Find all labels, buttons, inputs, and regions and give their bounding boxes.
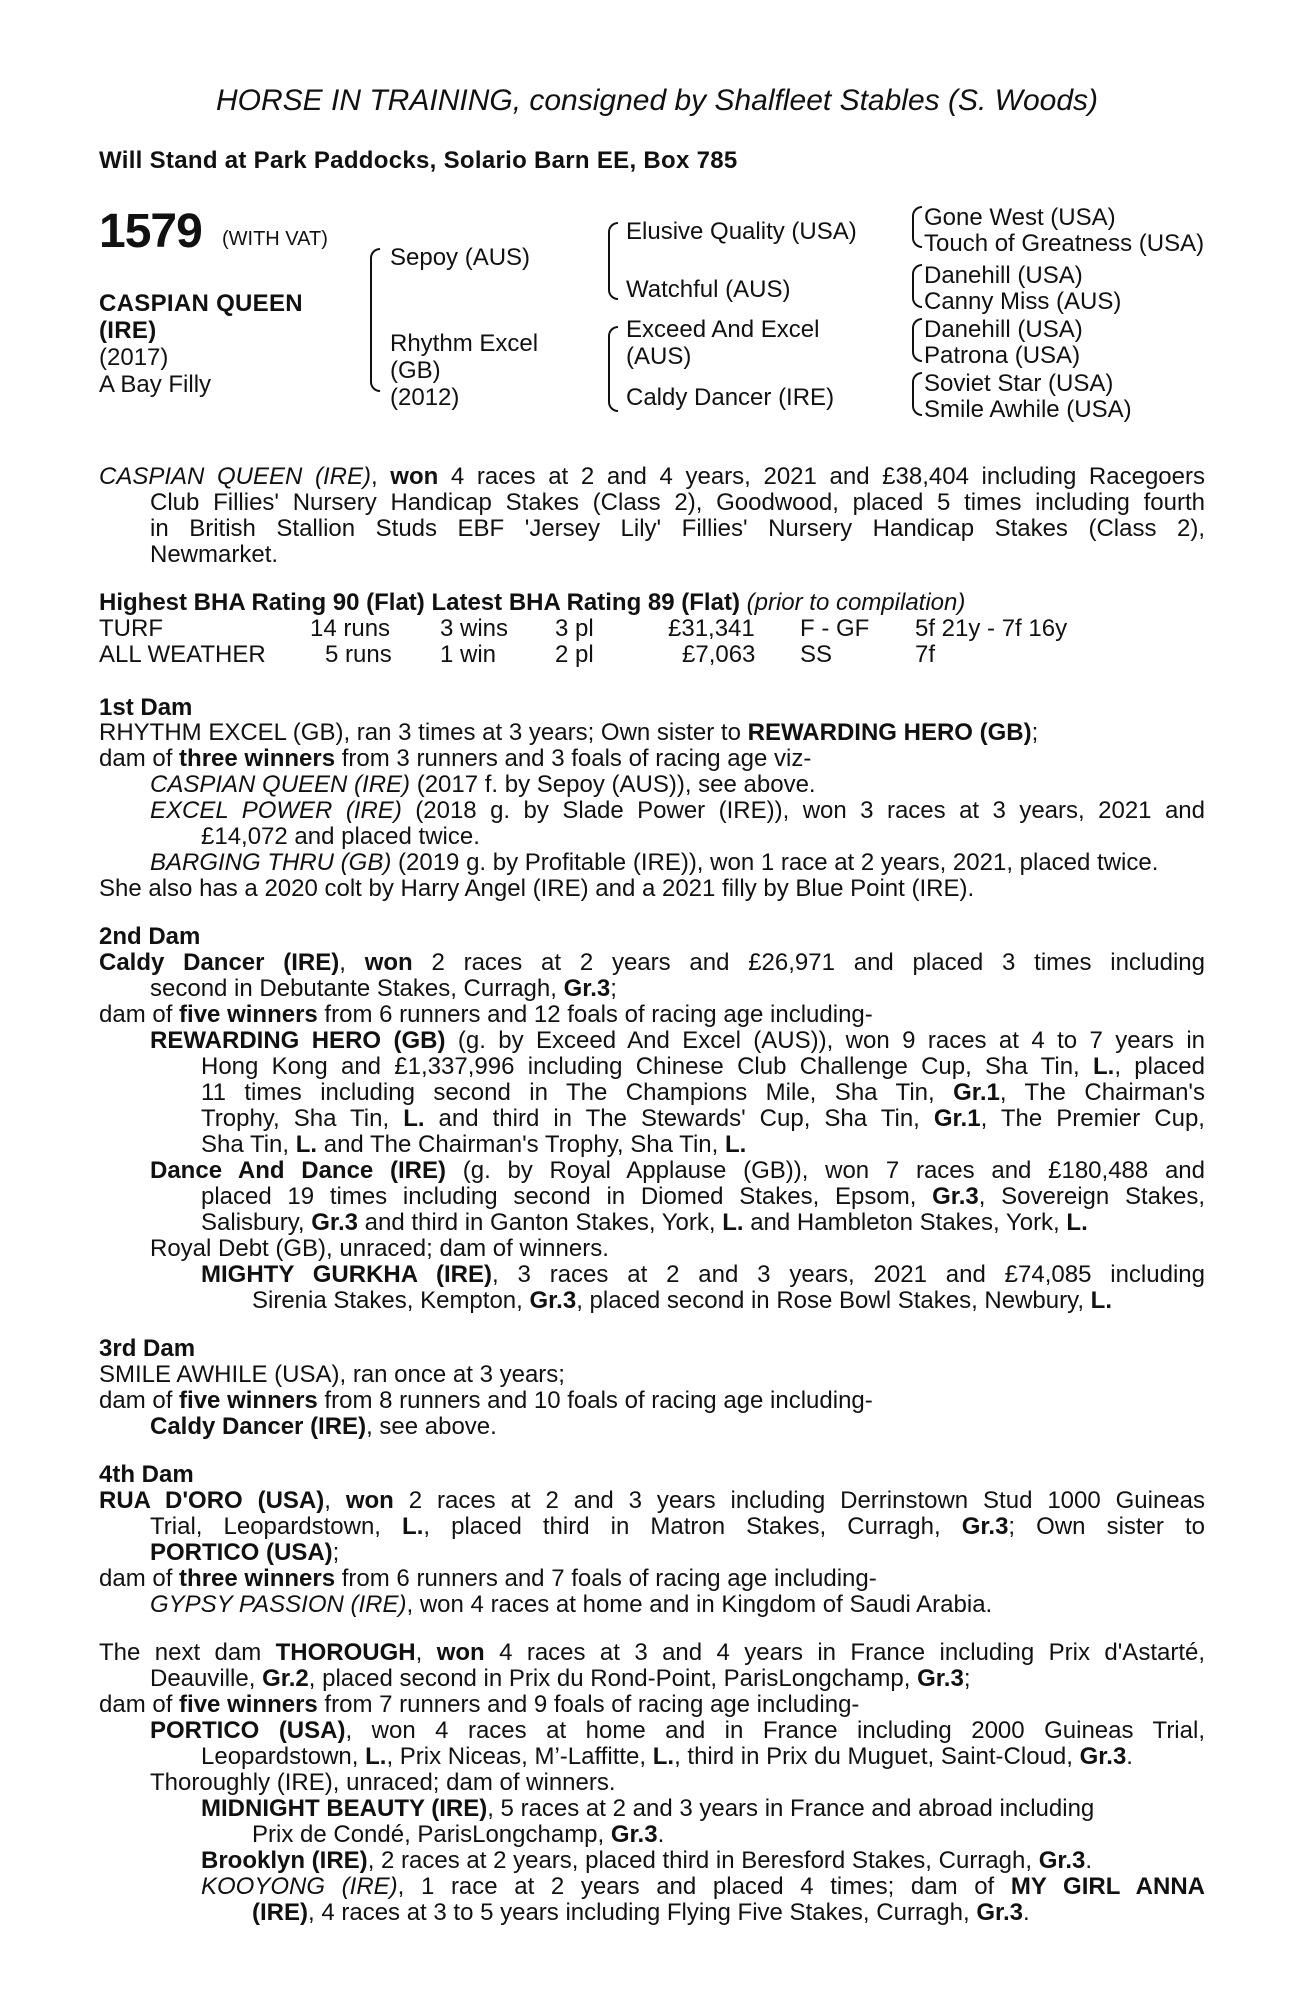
pedigree-brace-ds	[912, 318, 922, 362]
thoroughly-line: Thoroughly (IRE), unraced; dam of winners.	[150, 1769, 616, 1796]
next-dam-line-3: dam of five winners from 7 runners and 9 foals of racing age including-	[99, 1691, 860, 1718]
intro-line-1: CASPIAN QUEEN (IRE), won 4 races at 2 and 4 years, 2021 and £38,404 including Racegoers	[99, 463, 1205, 490]
pedigree-brace-sire	[608, 222, 618, 300]
rewarding-hero-line-5: Sha Tin, L. and The Chairman's Trophy, Sha Tin, L.	[201, 1131, 747, 1158]
dance-and-dance-line-2: placed 19 times including second in Diomed Stakes, Epsom, Gr.3, Sovereign Stakes,	[201, 1183, 1205, 1210]
pedigree-brace-gen1	[370, 248, 380, 392]
rating-row-aw-surface: ALL WEATHER	[99, 641, 266, 668]
pedigree-dam-line1: Rhythm Excel	[390, 330, 539, 357]
intro-line-4: Newmarket.	[150, 541, 279, 568]
rating-row-aw-runs: 5 runs	[325, 641, 392, 668]
rewarding-hero-line-1: REWARDING HERO (GB) (g. by Exceed And Excel (AUS)), won 9 races at 4 to 7 years in	[150, 1027, 1205, 1054]
pedigree-dsd: Patrona (USA)	[924, 342, 1081, 369]
third-dam-heading: 3rd Dam	[99, 1335, 196, 1362]
first-dam-progeny-2: EXCEL POWER (IRE) (2018 g. by Slade Power (IRE)), won 3 races at 3 years, 2021 and	[150, 797, 1206, 824]
horse-name: CASPIAN QUEEN	[99, 290, 303, 317]
pedigree-ddd: Smile Awhile (USA)	[924, 396, 1132, 423]
mighty-gurkha-line-1: MIGHTY GURKHA (IRE), 3 races at 2 and 3 years, 2021 and £74,085 including	[201, 1261, 1205, 1288]
rating-row-aw-going: SS	[800, 641, 833, 668]
dance-and-dance-line-3: Salisbury, Gr.3 and third in Ganton Stakes, York, L. and Hambleton Stakes, York, L.	[201, 1209, 1088, 1236]
second-dam-line-2: second in Debutante Stakes, Curragh, Gr.3;	[150, 975, 617, 1002]
pedigree-brace-dam	[608, 326, 618, 412]
second-dam-heading: 2nd Dam	[99, 923, 201, 950]
royal-debt-line: Royal Debt (GB), unraced; dam of winners.	[150, 1235, 609, 1262]
pedigree-sire-sire: Elusive Quality (USA)	[626, 218, 857, 245]
pedigree-dam-dam: Caldy Dancer (IRE)	[626, 384, 835, 411]
horse-description: A Bay Filly	[99, 371, 212, 398]
intro-line-3: in British Stallion Studs EBF 'Jersey Lily' Fillies' Nursery Handicap Stakes (Class 2),	[150, 515, 1205, 542]
pedigree-dss: Danehill (USA)	[924, 316, 1083, 343]
rating-row-turf-runs: 14 runs	[310, 615, 391, 642]
kooyong-line-2: (IRE), 4 races at 3 to 5 years including Flying Five Stakes, Curragh, Gr.3.	[252, 1899, 1030, 1926]
rewarding-hero-line-3: 11 times including second in The Champions Mile, Sha Tin, Gr.1, The Chairman's	[201, 1079, 1205, 1106]
first-dam-note: She also has a 2020 colt by Harry Angel (IRE) and a 2021 filly by Blue Point (IRE).	[99, 875, 975, 902]
intro-line-2: Club Fillies' Nursery Handicap Stakes (Class 2), Goodwood, placed 5 times including fourth	[150, 489, 1205, 516]
midnight-beauty-line-1: MIDNIGHT BEAUTY (IRE), 5 races at 2 and 3 years in France and abroad including	[201, 1795, 1095, 1822]
pedigree-dam-sire-line2: (AUS)	[626, 343, 692, 370]
rating-row-aw-prize: £7,063	[682, 641, 756, 668]
rating-row-aw-dist: 7f	[915, 641, 936, 668]
third-dam-line-3: Caldy Dancer (IRE), see above.	[150, 1413, 497, 1440]
pedigree-dds: Soviet Star (USA)	[924, 370, 1114, 397]
pedigree-sire: Sepoy (AUS)	[390, 244, 531, 271]
first-dam-line-2: dam of three winners from 3 runners and 3 foals of racing age viz-	[99, 745, 812, 772]
first-dam-heading: 1st Dam	[99, 694, 193, 721]
page-title: HORSE IN TRAINING, consigned by Shalfleet Stables (S. Woods)	[216, 84, 1098, 117]
portico-line-1: PORTICO (USA), won 4 races at home and in France including 2000 Guineas Trial,	[150, 1717, 1205, 1744]
dance-and-dance-line-1: Dance And Dance (IRE) (g. by Royal Applause (GB)), won 7 races and £180,488 and	[150, 1157, 1206, 1184]
fourth-dam-line-1: RUA D'ORO (USA), won 2 races at 2 and 3 years including Derrinstown Stud 1000 Guineas	[99, 1487, 1205, 1514]
pedigree-dam-line2: (GB)	[390, 357, 441, 384]
first-dam-progeny-1: CASPIAN QUEEN (IRE) (2017 f. by Sepoy (AUS)), see above.	[150, 771, 816, 798]
first-dam-progeny-2-cont: £14,072 and placed twice.	[201, 823, 480, 850]
rating-row-turf-going: F - GF	[800, 615, 870, 642]
horse-name-suffix: (IRE)	[99, 317, 157, 344]
first-dam-progeny-3: BARGING THRU (GB) (2019 g. by Profitable (IRE)), won 1 race at 2 years, 2021, placed twice.	[150, 849, 1159, 876]
third-dam-line-1: SMILE AWHILE (USA), ran once at 3 years;	[99, 1361, 565, 1388]
fourth-dam-line-2: Trial, Leopardstown, L., placed third in Matron Stakes, Curragh, Gr.3; Own sister to	[150, 1513, 1206, 1540]
pedigree-sdd: Canny Miss (AUS)	[924, 288, 1122, 315]
pedigree-dam-line3: (2012)	[390, 384, 460, 411]
rewarding-hero-line-2: Hong Kong and £1,337,996 including Chinese Club Challenge Cup, Sha Tin, L., placed	[201, 1053, 1205, 1080]
rating-row-turf-prize: £31,341	[668, 615, 755, 642]
pedigree-brace-ss	[912, 206, 922, 248]
fourth-dam-line-3: PORTICO (USA);	[150, 1539, 340, 1566]
horse-year: (2017)	[99, 344, 169, 371]
pedigree-ssd: Touch of Greatness (USA)	[924, 230, 1205, 257]
pedigree-sss: Gone West (USA)	[924, 204, 1116, 231]
third-dam-line-2: dam of five winners from 8 runners and 10 foals of racing age including-	[99, 1387, 873, 1414]
rewarding-hero-line-4: Trophy, Sha Tin, L. and third in The Stewards' Cup, Sha Tin, Gr.1, The Premier Cup,	[201, 1105, 1205, 1132]
second-dam-line-3: dam of five winners from 6 runners and 12 foals of racing age including-	[99, 1001, 873, 1028]
lot-number: 1579	[99, 205, 202, 258]
midnight-beauty-line-2: Prix de Condé, ParisLongchamp, Gr.3.	[252, 1821, 665, 1848]
next-dam-line-1: The next dam THOROUGH, won 4 races at 3 and 4 years in France including Prix d'Astarté,	[99, 1639, 1206, 1666]
brooklyn-line: Brooklyn (IRE), 2 races at 2 years, placed third in Beresford Stakes, Curragh, Gr.3.	[201, 1847, 1093, 1874]
pedigree-brace-sd	[912, 264, 922, 308]
pedigree-brace-dd	[912, 372, 922, 416]
kooyong-line-1: KOOYONG (IRE), 1 race at 2 years and placed 4 times; dam of MY GIRL ANNA	[201, 1873, 1206, 1900]
rating-heading: Highest BHA Rating 90 (Flat) Latest BHA Rating 89 (Flat) (prior to compilation)	[99, 589, 966, 616]
rating-row-turf-pl: 3 pl	[555, 615, 594, 642]
second-dam-line-1: Caldy Dancer (IRE), won 2 races at 2 years and £26,971 and placed 3 times including	[99, 949, 1205, 976]
first-dam-line-1: RHYTHM EXCEL (GB), ran 3 times at 3 years; Own sister to REWARDING HERO (GB);	[99, 719, 1039, 746]
rating-row-turf-surface: TURF	[99, 615, 163, 642]
rating-row-turf-wins: 3 wins	[440, 615, 509, 642]
rating-row-aw-wins: 1 win	[440, 641, 497, 668]
rating-row-turf-dist: 5f 21y - 7f 16y	[915, 615, 1068, 642]
pedigree-sds: Danehill (USA)	[924, 262, 1083, 289]
pedigree-sire-dam: Watchful (AUS)	[626, 276, 791, 303]
rating-row-aw-pl: 2 pl	[555, 641, 594, 668]
fourth-dam-heading: 4th Dam	[99, 1461, 194, 1488]
portico-line-2: Leopardstown, L., Prix Niceas, M’-Laffitte, L., third in Prix du Muguet, Saint-Cloud, Gr.3.	[201, 1743, 1133, 1770]
fourth-dam-line-5: GYPSY PASSION (IRE), won 4 races at home and in Kingdom of Saudi Arabia.	[150, 1591, 993, 1618]
vat-note: (WITH VAT)	[222, 228, 328, 250]
pedigree-dam-sire-line1: Exceed And Excel	[626, 316, 820, 343]
fourth-dam-line-4: dam of three winners from 6 runners and 7 foals of racing age including-	[99, 1565, 877, 1592]
stand-location: Will Stand at Park Paddocks, Solario Barn EE, Box 785	[99, 147, 738, 174]
mighty-gurkha-line-2: Sirenia Stakes, Kempton, Gr.3, placed second in Rose Bowl Stakes, Newbury, L.	[252, 1287, 1112, 1314]
next-dam-line-2: Deauville, Gr.2, placed second in Prix du Rond-Point, ParisLongchamp, Gr.3;	[150, 1665, 971, 1692]
